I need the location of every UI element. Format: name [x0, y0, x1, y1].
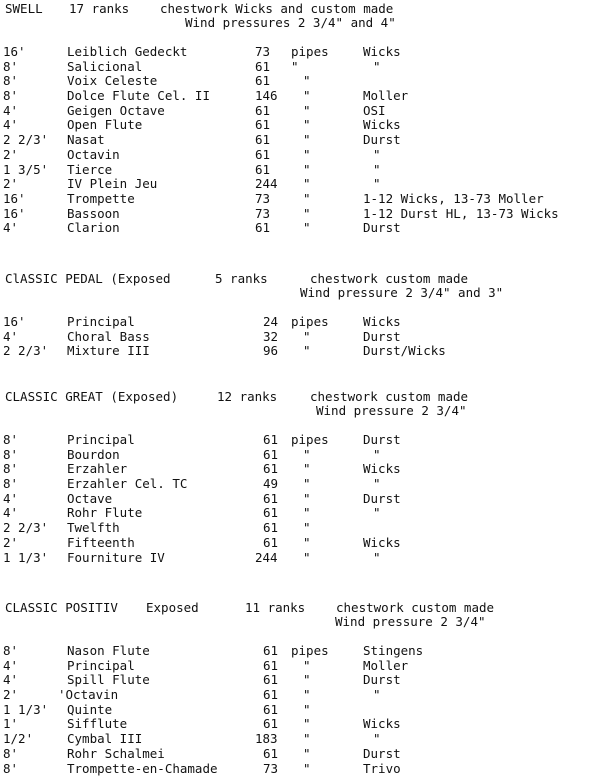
- stop-unit: ": [303, 520, 311, 536]
- stop-pipes: 61: [263, 672, 279, 688]
- section-ranks: 5 ranks: [215, 271, 268, 286]
- stop-pitch: 1/2': [3, 731, 34, 747]
- stop-name: Rohr Flute: [67, 505, 143, 521]
- stop-unit: ": [303, 745, 311, 761]
- stop-pitch: 8': [3, 476, 19, 492]
- stop-pipes: 244: [255, 176, 278, 192]
- stop-pitch: 4': [3, 672, 19, 688]
- stop-unit: ": [303, 672, 311, 688]
- stop-pitch: 4': [3, 657, 19, 673]
- stop-pipes: 61: [255, 161, 271, 177]
- stop-name: Trompette-en-Chamade: [67, 760, 218, 776]
- stop-pitch: 8': [3, 643, 19, 658]
- section-chestwork: chestwork custom made: [310, 389, 469, 404]
- stop-source: 1-12 Durst HL, 13-73 Wicks: [363, 205, 559, 221]
- stop-pipes: 24: [263, 314, 279, 329]
- stop-name: Choral Bass: [67, 328, 150, 344]
- stop-unit: ": [303, 549, 311, 565]
- stop-name: Dolce Flute Cel. II: [67, 88, 210, 104]
- stop-unit: ": [303, 505, 311, 521]
- stop-pipes: 61: [263, 534, 279, 550]
- stop-name: Octavin: [67, 146, 120, 162]
- stop-pipes: 61: [255, 102, 271, 118]
- stop-name: Principal: [67, 432, 135, 447]
- stop-pipes: 73: [255, 190, 271, 206]
- stop-name: Nasat: [67, 132, 105, 148]
- stop-unit: ": [303, 446, 311, 462]
- stop-name: 'Octavin: [58, 687, 119, 703]
- stop-unit: ": [303, 701, 311, 717]
- stop-pipes: 61: [263, 745, 279, 761]
- stop-pitch: 8': [3, 73, 19, 89]
- stop-name: Fifteenth: [67, 534, 135, 550]
- stop-pitch: 4': [3, 505, 19, 521]
- section-ranks: 11 ranks: [245, 600, 306, 615]
- stop-unit: ": [303, 343, 311, 359]
- stop-pipes: 61: [263, 432, 279, 447]
- stop-source: Durst: [363, 328, 401, 344]
- stop-name: Erzahler Cel. TC: [67, 476, 188, 492]
- section-wind-pressure: Wind pressure 2 3/4": [316, 403, 467, 418]
- section-wind-pressure: Wind pressure 2 3/4": [335, 614, 486, 629]
- stop-unit: ": [303, 716, 311, 732]
- stop-pipes: 61: [263, 490, 279, 506]
- stop-pitch: 2 2/3': [3, 520, 49, 536]
- stop-pipes: 183: [255, 731, 278, 747]
- stop-source: ": [373, 476, 381, 492]
- stop-name: Leiblich Gedeckt: [67, 44, 188, 59]
- stop-pitch: 1 3/5': [3, 161, 49, 177]
- stop-pitch: 8': [3, 432, 19, 447]
- section-chestwork: chestwork custom made: [310, 271, 469, 286]
- stop-name: Erzahler: [67, 461, 128, 477]
- stop-name: Sifflute: [67, 716, 128, 732]
- stop-pitch: 4': [3, 102, 19, 118]
- stop-source: Durst: [363, 490, 401, 506]
- stop-pitch: 4': [3, 117, 19, 133]
- stop-name: Open Flute: [67, 117, 143, 133]
- stop-pipes: 146: [255, 88, 278, 104]
- stop-unit: pipes: [291, 643, 329, 658]
- stop-pipes: 244: [255, 549, 278, 565]
- stop-source: ": [373, 687, 381, 703]
- stop-unit: ": [303, 73, 311, 89]
- stop-source: 1-12 Wicks, 13-73 Moller: [363, 190, 544, 206]
- stop-unit: ": [303, 534, 311, 550]
- stop-row: [0, 345, 600, 360]
- stop-source: ": [373, 146, 381, 162]
- stop-name: Fourniture IV: [67, 549, 165, 565]
- stop-source: Durst: [363, 432, 401, 447]
- stop-source: Wicks: [363, 44, 401, 59]
- stop-pitch: 8': [3, 446, 19, 462]
- stop-pipes: 61: [263, 657, 279, 673]
- stop-name: Rohr Schalmei: [67, 745, 165, 761]
- section-header: [0, 599, 600, 633]
- section-classic-positiv: [0, 599, 600, 777]
- stop-source: Durst: [363, 745, 401, 761]
- stop-pitch: 1 1/3': [3, 549, 49, 565]
- stop-unit: ": [303, 146, 311, 162]
- stop-pipes: 61: [263, 520, 279, 536]
- stop-name: Octave: [67, 490, 113, 506]
- stop-pipes: 32: [263, 328, 279, 344]
- stop-name: Mixture III: [67, 343, 150, 359]
- stop-unit: ": [303, 190, 311, 206]
- stop-pitch: 1': [3, 716, 19, 732]
- section-header: [0, 388, 600, 422]
- stop-pipes: 73: [263, 760, 279, 776]
- stop-row: [0, 222, 600, 237]
- stop-name: Spill Flute: [67, 672, 150, 688]
- stop-source: ": [373, 731, 381, 747]
- stop-source: Trivo: [363, 760, 401, 776]
- stop-name: Voix Celeste: [67, 73, 158, 89]
- stop-unit: ": [303, 476, 311, 492]
- stop-source: ": [373, 176, 381, 192]
- section-title: ClASSIC PEDAL (Exposed: [5, 271, 171, 286]
- stop-source: Moller: [363, 88, 409, 104]
- stop-pipes: 61: [263, 505, 279, 521]
- stop-pitch: 4': [3, 490, 19, 506]
- stop-pitch: 2': [3, 146, 19, 162]
- stop-name: Nason Flute: [67, 643, 150, 658]
- section-title: CLASSIC GREAT (Exposed): [5, 389, 179, 404]
- stop-unit: pipes: [291, 314, 329, 329]
- stop-pitch: 16': [3, 205, 26, 221]
- stop-pipes: 61: [263, 446, 279, 462]
- section-chestwork: chestwork Wicks and custom made: [160, 1, 394, 16]
- stop-unit: ": [303, 161, 311, 177]
- stop-pitch: 4': [3, 328, 19, 344]
- section-ranks: 12 ranks: [217, 389, 278, 404]
- stop-list: [0, 434, 600, 566]
- section-chestwork: chestwork custom made: [336, 600, 495, 615]
- stop-pipes: 73: [255, 44, 271, 59]
- stop-unit: ": [303, 220, 311, 236]
- stop-name: Geigen Octave: [67, 102, 165, 118]
- stop-name: Quinte: [67, 701, 113, 717]
- stop-unit: ": [303, 205, 311, 221]
- stop-source: ": [373, 446, 381, 462]
- stop-source: Wicks: [363, 117, 401, 133]
- stop-pipes: 61: [263, 687, 279, 703]
- stop-pitch: 4': [3, 220, 19, 236]
- stop-source: Stingens: [363, 643, 424, 658]
- section-swell: [0, 0, 600, 237]
- stop-source: Durst: [363, 132, 401, 148]
- stop-pitch: 8': [3, 58, 19, 74]
- stop-unit: ": [303, 687, 311, 703]
- stop-pitch: 2': [3, 176, 19, 192]
- stop-source: Wicks: [363, 534, 401, 550]
- stop-unit: ": [303, 117, 311, 133]
- stop-pipes: 61: [255, 73, 271, 89]
- stop-source: Wicks: [363, 461, 401, 477]
- stop-name: Clarion: [67, 220, 120, 236]
- stop-pipes: 61: [255, 220, 271, 236]
- stop-pitch: 2 2/3': [3, 132, 49, 148]
- stop-pipes: 49: [263, 476, 279, 492]
- stop-pitch: 8': [3, 760, 19, 776]
- stop-pitch: 8': [3, 461, 19, 477]
- section-classic-great: [0, 388, 600, 566]
- section-title: CLASSIC POSITIV: [5, 600, 118, 615]
- stop-source: Wicks: [363, 716, 401, 732]
- stop-pitch: 8': [3, 745, 19, 761]
- stop-name: Tierce: [67, 161, 113, 177]
- stop-source: ": [373, 58, 381, 74]
- stop-unit: ": [303, 461, 311, 477]
- stop-pipes: 61: [263, 643, 279, 658]
- stop-source: Wicks: [363, 314, 401, 329]
- stop-name: Bassoon: [67, 205, 120, 221]
- stop-pipes: 61: [263, 716, 279, 732]
- stop-source: Durst/Wicks: [363, 343, 446, 359]
- stop-unit: ": [303, 132, 311, 148]
- stop-pipes: 61: [263, 701, 279, 717]
- section-wind-pressure: Wind pressures 2 3/4" and 4": [185, 15, 396, 30]
- stop-pitch: 2': [3, 687, 19, 703]
- stop-unit: ": [303, 490, 311, 506]
- stop-pipes: 96: [263, 343, 279, 359]
- stop-pipes: 61: [255, 58, 271, 74]
- stop-unit: ": [303, 657, 311, 673]
- stop-pitch: 1 1/3': [3, 701, 49, 717]
- stop-source: Durst: [363, 672, 401, 688]
- stop-name: Cymbal III: [67, 731, 143, 747]
- stop-pitch: 8': [3, 88, 19, 104]
- stop-name: Bourdon: [67, 446, 120, 462]
- section-header: [0, 0, 600, 34]
- section-classic-pedal: [0, 270, 600, 360]
- stop-pitch: 2 2/3': [3, 343, 49, 359]
- stop-source: Durst: [363, 220, 401, 236]
- stop-unit: pipes: [291, 44, 329, 59]
- section-header: [0, 270, 600, 304]
- stop-pitch: 16': [3, 314, 26, 329]
- stop-name: Trompette: [67, 190, 135, 206]
- stop-pitch: 2': [3, 534, 19, 550]
- stop-name: IV Plein Jeu: [67, 176, 158, 192]
- section-title: SWELL: [5, 1, 43, 16]
- stop-row: [0, 549, 600, 567]
- stop-row: [0, 760, 600, 778]
- stop-pitch: 16': [3, 44, 26, 59]
- stop-pipes: 61: [255, 117, 271, 133]
- stop-pipes: 61: [263, 461, 279, 477]
- stop-source: ": [373, 549, 381, 565]
- stop-name: Principal: [67, 657, 135, 673]
- stop-source: ": [373, 505, 381, 521]
- stop-unit: ": [303, 328, 311, 344]
- stop-list: [0, 645, 600, 777]
- section-wind-pressure: Wind pressure 2 3/4" and 3": [300, 285, 504, 300]
- stop-pipes: 61: [255, 146, 271, 162]
- stop-unit: ": [303, 102, 311, 118]
- stop-unit: pipes: [291, 432, 329, 447]
- stop-pipes: 61: [255, 132, 271, 148]
- stop-unit: ": [303, 88, 311, 104]
- stop-list: [0, 46, 600, 237]
- stop-pipes: 73: [255, 205, 271, 221]
- stop-source: ": [373, 161, 381, 177]
- stop-name: Principal: [67, 314, 135, 329]
- section-ranks: 17 ranks: [69, 1, 130, 16]
- stop-list: [0, 316, 600, 360]
- stop-unit: ": [303, 760, 311, 776]
- stop-name: Twelfth: [67, 520, 120, 536]
- stop-name: Salicional: [67, 58, 143, 74]
- stop-unit: ": [291, 58, 299, 74]
- section-exposed: Exposed: [146, 600, 199, 615]
- stop-source: Moller: [363, 657, 409, 673]
- stop-pitch: 16': [3, 190, 26, 206]
- stop-unit: ": [303, 731, 311, 747]
- stop-source: OSI: [363, 102, 386, 118]
- stop-unit: ": [303, 176, 311, 192]
